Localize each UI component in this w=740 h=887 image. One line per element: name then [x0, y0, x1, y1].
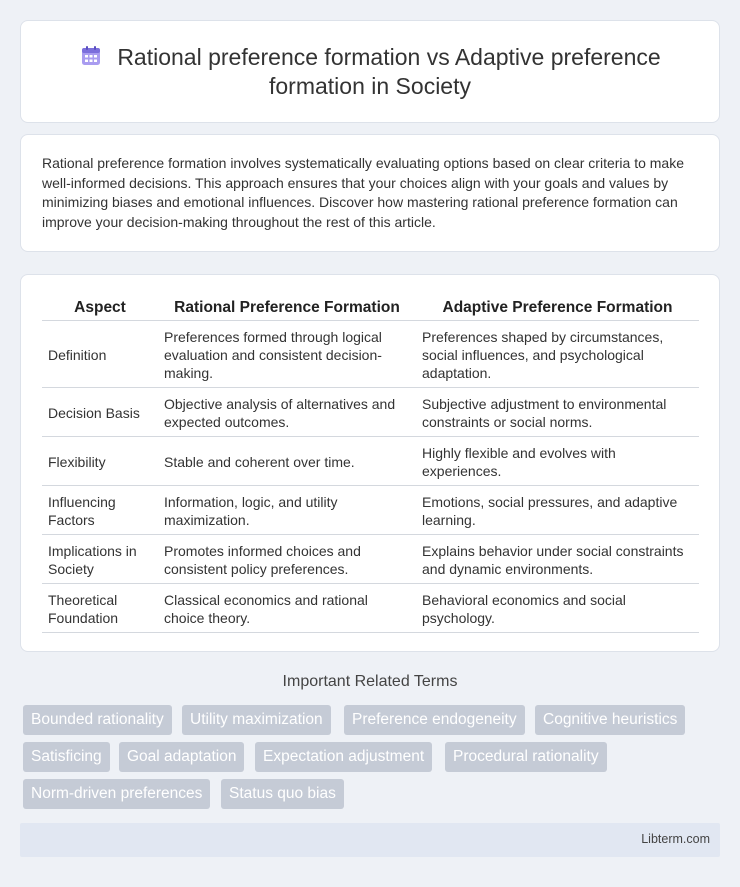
cell-rational: Objective analysis of alternatives and expected outcomes.: [158, 388, 416, 437]
tag-satisficing[interactable]: Satisficing: [23, 742, 110, 772]
tag-utility-maximization[interactable]: Utility maximization: [182, 705, 331, 735]
header-rational: Rational Preference Formation: [158, 296, 416, 321]
cell-aspect: Definition: [42, 321, 158, 388]
tag-norm-driven-preferences[interactable]: Norm-driven preferences: [23, 779, 210, 809]
cell-aspect: Influencing Factors: [42, 486, 158, 535]
table-row: [42, 437, 699, 486]
header-adaptive: Adaptive Preference Formation: [416, 296, 699, 321]
cell-aspect: Flexibility: [42, 437, 158, 486]
title-card: [20, 20, 720, 123]
table-row: [42, 321, 699, 388]
tag-cognitive-heuristics[interactable]: Cognitive heuristics: [535, 705, 685, 735]
cell-adaptive: Emotions, social pressures, and adaptive learning.: [416, 486, 699, 535]
cell-aspect: Implications in Society: [42, 535, 158, 584]
tag-bounded-rationality[interactable]: Bounded rationality: [23, 705, 172, 735]
comparison-table-card: [20, 274, 720, 652]
footer-bar: [20, 823, 720, 857]
table-row: [42, 584, 699, 633]
comparison-table: [42, 296, 699, 633]
table-header-row: [42, 296, 699, 321]
cell-aspect: Theoretical Foundation: [42, 584, 158, 633]
cell-adaptive: Subjective adjustment to environmental constraints or social norms.: [416, 388, 699, 437]
page-title-row: [21, 43, 719, 101]
cell-rational: Classical economics and rational choice theory.: [158, 584, 416, 633]
cell-adaptive: Preferences shaped by circumstances, social influences, and psychological adaptation.: [416, 321, 699, 388]
intro-paragraph: Rational preference formation involves systematically evaluating options based on clear criteria to make well-informed decisions. This approach ensures that your choices align with your goals and values by minimizing biases and emotional influences. Discover how mastering rational preference formation can improve your decision-making throughout the rest of this article.: [42, 155, 684, 230]
footer-brand[interactable]: Libterm.com: [641, 832, 710, 846]
table-row: [42, 486, 699, 535]
calendar-icon: [79, 44, 103, 68]
cell-adaptive: Highly flexible and evolves with experiences.: [416, 437, 699, 486]
tag-preference-endogeneity[interactable]: Preference endogeneity: [344, 705, 525, 735]
table-row: [42, 535, 699, 584]
cell-rational: Stable and coherent over time.: [158, 437, 416, 486]
cell-adaptive: Explains behavior under social constraints and dynamic environments.: [416, 535, 699, 584]
cell-rational: Information, logic, and utility maximization.: [158, 486, 416, 535]
related-terms-title: Important Related Terms: [282, 673, 458, 690]
cell-rational: Preferences formed through logical evaluation and consistent decision-making.: [158, 321, 416, 388]
table-row: [42, 388, 699, 437]
tag-status-quo-bias[interactable]: Status quo bias: [221, 779, 344, 809]
header-aspect: Aspect: [42, 296, 158, 321]
cell-aspect: Decision Basis: [42, 388, 158, 437]
cell-adaptive: Behavioral economics and social psychology.: [416, 584, 699, 633]
tag-goal-adaptation[interactable]: Goal adaptation: [119, 742, 244, 772]
cell-rational: Promotes informed choices and consistent policy preferences.: [158, 535, 416, 584]
intro-card: [20, 134, 720, 252]
tag-procedural-rationality[interactable]: Procedural rationality: [445, 742, 607, 772]
tag-expectation-adjustment[interactable]: Expectation adjustment: [255, 742, 432, 772]
page-title: Rational preference formation vs Adaptive preference formation in Society: [117, 44, 661, 99]
